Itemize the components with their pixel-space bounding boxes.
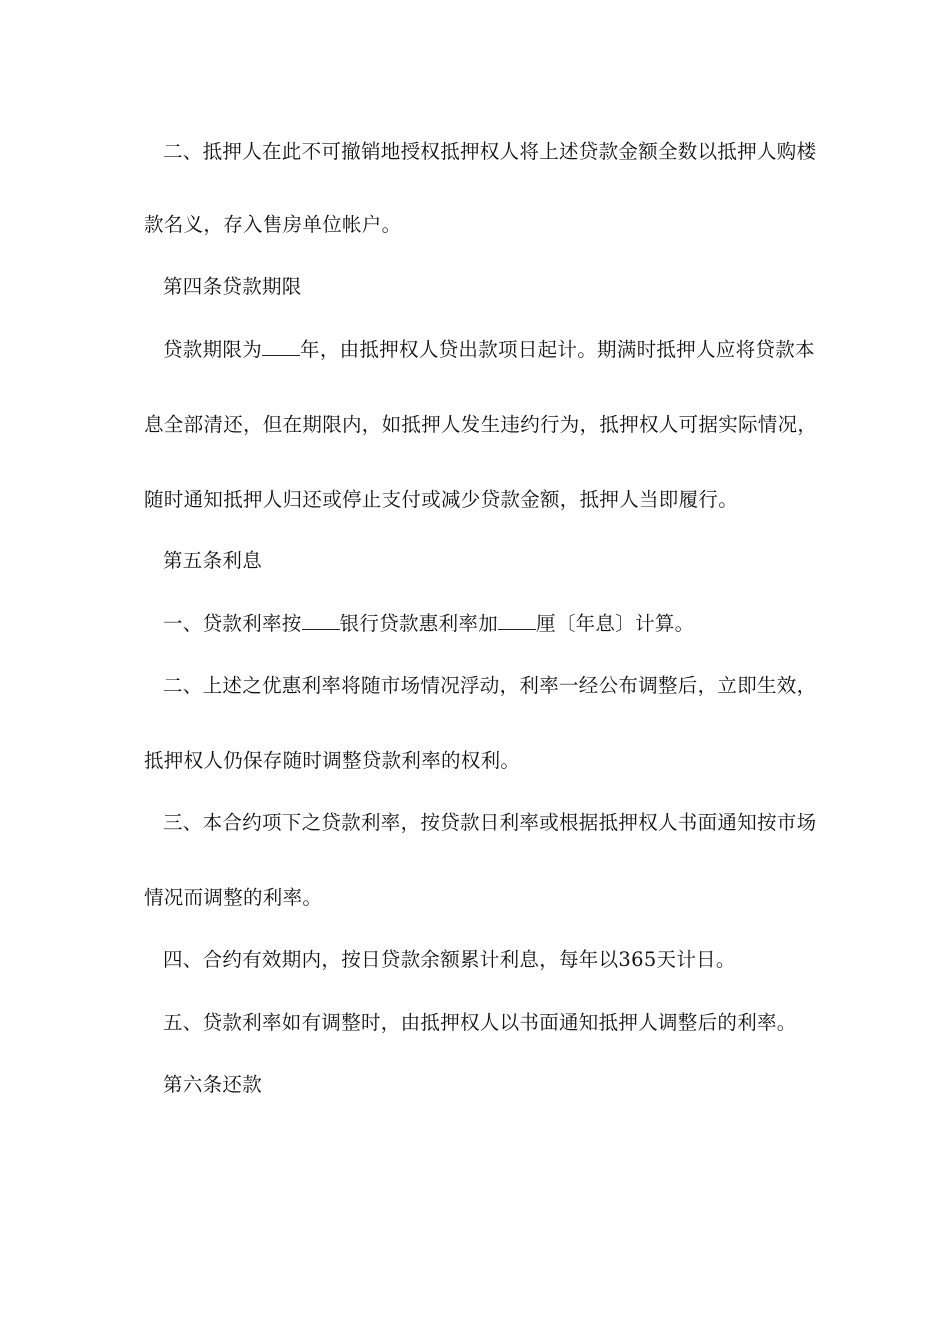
interest-days-text-b: 天计日。 — [656, 948, 736, 971]
paragraph-interest-rate-2-line2: 抵押权人仍保存随时调整贷款利率的权利。 — [144, 749, 521, 772]
interest-rate-text-c: 厘〔年息〕计算。 — [536, 612, 695, 635]
paragraph-interest-rate-3-line2: 情况而调整的利率。 — [144, 886, 323, 909]
loan-term-years-blank — [262, 337, 300, 356]
paragraph-loan-term-line3: 随时通知抵押人归还或停止支付或减少贷款金额，抵押人当即履行。 — [144, 488, 739, 511]
interest-rate-text-a: 一、贷款利率按 — [163, 612, 302, 635]
interest-rate-text-b: 银行贷款惠利率加 — [339, 612, 499, 635]
interest-days-text-a: 四、合约有效期内，按日贷款余额累计利息，每年以 — [163, 948, 619, 971]
bank-name-blank — [302, 611, 340, 630]
paragraph-interest-rate-3-line1: 三、本合约项下之贷款利率，按贷款日利率或根据抵押权人书面通知按市场 — [163, 811, 817, 834]
days-per-year-number: 365 — [618, 948, 657, 971]
heading-article-4: 第四条贷款期限 — [163, 275, 302, 298]
paragraph-authorization-line2: 款名义，存入售房单位帐户。 — [144, 213, 402, 236]
rate-increment-blank — [498, 611, 536, 630]
heading-article-5: 第五条利息 — [163, 549, 263, 572]
paragraph-authorization-line1: 二、抵押人在此不可撤销地授权抵押权人将上述贷款金额全数以抵押人购楼 — [163, 140, 817, 163]
paragraph-interest-rate-2-line1: 二、上述之优惠利率将随市场情况浮动，利率一经公布调整后，立即生效， — [163, 674, 817, 697]
loan-term-text-a: 贷款期限为 — [163, 338, 263, 361]
paragraph-loan-term-line1 — [163, 337, 815, 363]
paragraph-interest-rate-1 — [163, 611, 694, 637]
paragraph-loan-term-line2: 息全部清还，但在期限内，如抵押人发生违约行为，抵押权人可据实际情况， — [144, 413, 818, 436]
paragraph-interest-rate-5: 五、贷款利率如有调整时，由抵押权人以书面通知抵押人调整后的利率。 — [163, 1011, 797, 1034]
loan-term-text-b: 年，由抵押权人贷出款项日起计。期满时抵押人应将贷款本 — [300, 338, 815, 361]
paragraph-interest-rate-4 — [163, 947, 736, 973]
heading-article-6: 第六条还款 — [163, 1073, 263, 1096]
